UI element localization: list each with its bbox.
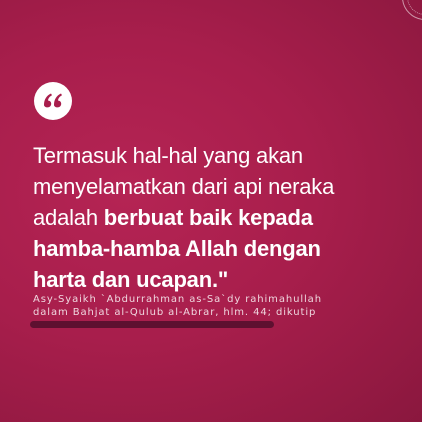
corner-logo-ring bbox=[402, 0, 422, 20]
quote-line-5 bbox=[33, 264, 393, 295]
quote-line-3-regular: adalah bbox=[33, 205, 98, 230]
quote-line-3 bbox=[33, 202, 393, 233]
attribution-line-2: dalam Bahjat al-Qulub al-Abrar, hlm. 44; dikutip bbox=[33, 307, 317, 318]
quote-line-1: Termasuk hal-hal yang akan bbox=[33, 143, 303, 168]
quote-line-5-bold: harta dan ucapan." bbox=[33, 267, 229, 292]
quote-line-3-bold: berbuat baik kepada bbox=[103, 205, 313, 230]
attribution bbox=[33, 293, 403, 319]
quote-text bbox=[33, 140, 393, 295]
quote-line-2: menyelamatkan dari api neraka bbox=[33, 174, 335, 199]
quote-line-4 bbox=[33, 233, 393, 264]
attribution-line-1: Asy-Syaikh `Abdurrahman as-Sa`dy rahimahullah bbox=[33, 294, 322, 305]
quote-icon bbox=[34, 82, 72, 120]
attribution-underline bbox=[30, 321, 274, 328]
quote-icon-badge bbox=[34, 82, 72, 120]
quote-line-4-bold: hamba-hamba Allah dengan bbox=[33, 236, 321, 261]
